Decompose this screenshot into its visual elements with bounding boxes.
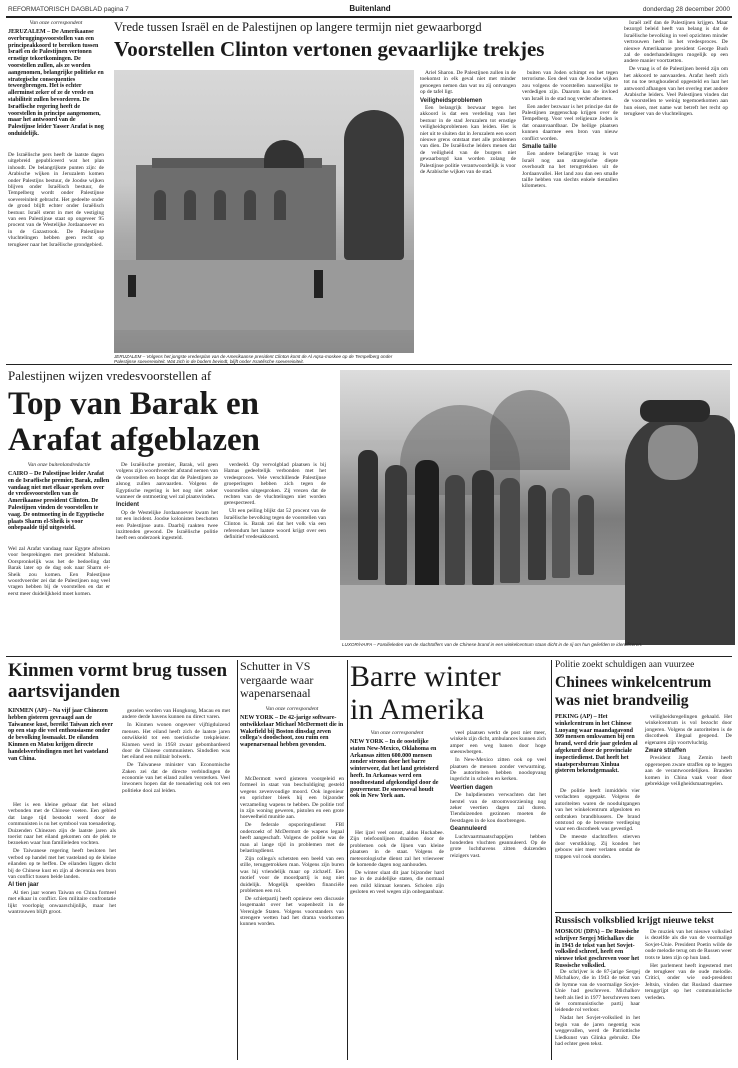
story-china-fire xyxy=(555,660,732,910)
paragraph: De Israëlische premier, Barak, wil geen volgens zijn woordvoerder afstand nemen van de voorstellen en hoopt dat de Palestijnen ze alsnog zullen aanvaarden. Volgens de Egyptische regering is het nog niet zeker wanneer de ontmoeting wel zal plaatsvinden. xyxy=(116,462,218,501)
article-column-3 xyxy=(224,462,326,647)
kicker: Vrede tussen Israël en de Palestijnen op langere termijn niet gewaarborgd xyxy=(114,20,482,34)
headline-line: in Amerika xyxy=(350,693,485,726)
paragraph: De Taiwanese regering heeft besloten het verbod op handel met het vasteland op de kleine eilanden op te heffen. De eilanden liggen dicht bij de Chinese kust en zijn al decennia een bron van conflict tussen beide landen. xyxy=(8,848,116,880)
paragraph: In Kinmen wonen ongeveer vijftigduizend mensen. Het eiland heeft zich de laatste jaren ontwikkeld tot een toeristische trekpleister. Kinmen werd in 1958 zwaar gebombardeerd door de Chinese communisten. Sindsdien was het eiland een militair bolwerk. xyxy=(122,722,230,761)
paragraph: Een belangrijk bezwaar tegen het akkoord is dat een verdeling van het bestuur in de stad Jeruzalem tot ernstige veiligheidsproblemen kan leiden. Het is niet uit te sluiten dat in Jeruzalem een soort nieuwe grens ontstaat met alle problemen van dien. De Israëlische leiders menen dat de veiligheid van de burgers niet gewaarborgd kan worden zolang de Palestijnse politie verantwoordelijk is voor de Arabische wijken van de stad. xyxy=(420,105,516,176)
byline: Van onze correspondent xyxy=(265,706,319,712)
lead-paragraph: MOSKOU (DPA) – De Russische schrijver Sergej Michalkov die in 1943 de tekst van het Sovjet-volkslied schreef, heeft een nieuwe tekst geschreven voor het Russische volkslied. xyxy=(555,929,640,969)
paragraph: McDermott werd gisteren voorgeleid en formeel in staat van beschuldiging gesteld wegens zevenvoudige moord. Ook ingenieur en oprichter bleek hij een bijzonder verzameling wapens te hebben. De politie trof in zijn woning geweren, pistolen en een grote hoeveelheid munitie aan. xyxy=(240,776,344,821)
paragraph: gezelen worden van Hongkong, Macau en met andere derde havens kunnen nu direct varen. xyxy=(122,708,230,721)
paragraph: Een ander bezwaar is het principe dat de Palestijnen zeggenschap krijgen over de Tempelberg. Voor veel religieuze Joden is dat onaanvaardbaar. De heilige plaatsen kunnen daarmee een bron van nieuw conflict worden. xyxy=(522,103,618,142)
subheading: Smalle taille xyxy=(522,143,557,150)
page-header-date: donderdag 28 december 2000 xyxy=(642,6,730,13)
story-shooter xyxy=(240,660,346,1060)
article-column xyxy=(8,802,116,1057)
paragraph: De vraag is of de Palestijnen bereid zijn om het akkoord te aanvaarden. Arafat heeft zich tot nu toe terughoudend opgesteld en laat het antwoord afhangen van het overleg met andere Arabische leiders. Veel Palestijnen vinden dat de voorstellen te weinig tegemoetkomen aan hun eisen, met name wat betreft het recht op terugkeer van de vluchtelingen. xyxy=(624,66,728,118)
story-russian-anthem xyxy=(555,915,732,1063)
article-column-2 xyxy=(645,714,732,906)
story-clinton xyxy=(6,20,732,365)
paragraph: Zijn collega's schetsten een beeld van een stille, teruggetrokken man. Volgens zijn buren was hij vriendelijk maar op zichzelf. Een motief voor de moordpartij is nog niet duidelijk. Mogelijk speelden financiële problemen een rol. xyxy=(240,855,344,894)
paragraph: Israël zelf dan de Palestijnen krijgen. Maar bezorgd beleid heeft van belang is dat de Israëlische bevolking in veel opzichten minder vertrouwen heeft in het vredesproces. De nieuwe Amerikaanse president George Bush zal de onderhandelingen mogelijk op een andere manier voortzetten. xyxy=(624,20,728,65)
paragraph: Op de Westelijke Jordaanoever kwam het tot een incident. Joodse kolonisten beschoten een Palestijnse auto. Daarbij raakten twee inzittenden gewond. De Israëlische politie heeft een onderzoek ingesteld. xyxy=(116,509,218,542)
headline: Schutter in VS vergaarde waar wapenarsenaal xyxy=(240,659,314,700)
kicker: Palestijnen wijzen vredesvoorstellen af xyxy=(8,368,212,383)
paragraph: veel plaatsen werkt de post niet meer, winkels zijn dicht, ambulances kunnen zich amper een weg banen door hoge sneeuwbergen. xyxy=(450,730,546,756)
article-column xyxy=(555,969,640,1061)
subheading: Geannuleerd xyxy=(450,826,487,833)
paragraph: Het parlement heeft ingestemd met de terugkeer van de oude melodie. Critici, onder wie oud-president Jeltsin, vinden dat Rusland daarmee teruggrijpt op het communistische verleden. xyxy=(645,962,732,1001)
headline xyxy=(350,660,546,726)
photo-caption: JERUZALEM – Volgens het jongste vredesplan van de Amerikaanse president Clinton komt de Al Aqsa-moskee op de Tempelberg onder Palestijnse soevereiniteit. Wat zich in de bodem bevindt, blijft onder Israëlische soevereiniteit. xyxy=(114,354,393,365)
paragraph: De meeste slachtoffers stierven door verstikking. Zij konden het gebouw niet meer verlaten omdat de trappen vol rook stonden. xyxy=(555,834,640,860)
article-column-2 xyxy=(116,462,218,647)
headline-line: Arafat afgeblazen xyxy=(8,422,261,458)
subheading: Veiligheidsproblemen xyxy=(420,97,483,104)
paragraph: Een andere belangrijke vraag is wat Israël nog aan strategische diepte overhoudt na het terugtrekken uit de Jordaanvallei. Het land zou dan een smalle taille hebben van slechts enkele tientallen kilometers. xyxy=(522,151,618,190)
paragraph: De hulpdiensten verwachten dat het herstel van de stroomvoorziening nog zeker veertien dagen zal duren. Tienduizenden gezinnen moeten de feestdagen in de kou doorbrengen. xyxy=(450,792,546,824)
headline xyxy=(555,674,732,710)
kicker: Politie zoekt schuldigen aan vuurzee xyxy=(555,660,695,670)
paragraph: verdeeld. Op vervolgblad plaatsen is bij Hamas gedeeltelijk verbonden met het vredesproces. Vele verschillende Palestijnse groeperingen hebben zich tegen de voorstellen uitgesproken. Zij vrezen dat de rechten van de vluchtelingen niet worden gerespecteerd. xyxy=(224,462,326,507)
paragraph: De federale opsporingsdienst FBI onderzoekt of McDermott de wapens legaal heeft aangeschaft. Volgens de politie was de man al lange tijd in problemen met de belastingdienst. xyxy=(240,822,344,854)
paragraph: Al tien jaar wonen Taiwan en China formeel met elkaar in conflict. Een militaire confrontatie lijkt voorlopig onwaarschijnlijk, maar het wantrouwen blijft groot. xyxy=(8,889,116,915)
subheading: Zware straffen xyxy=(645,748,687,755)
article-column-2 xyxy=(450,730,546,1058)
headline: Russisch volksblied krijgt nieuwe tekst xyxy=(555,915,714,926)
photo-queue xyxy=(340,370,730,640)
paragraph: De schietpartij heeft opnieuw een discussie losgemaakt over het wapenbezit in de Verenigde Staten. Volgens voorstanders van strengere wetten had het drama voorkomen kunnen worden. xyxy=(240,895,344,928)
paragraph: De Taiwanese minister van Economische Zaken zei dat de directe verbindingen de economie van het eiland zullen versterken. Veel inwoners hopen dat de toenadering ook tot een politieke dooi zal leiden. xyxy=(122,762,230,794)
article-column xyxy=(350,830,444,1058)
article-column xyxy=(555,788,640,906)
byline: Van onze correspondent xyxy=(29,20,83,26)
subheading: Incident xyxy=(116,502,140,509)
paragraph: De politie heeft inmiddels vier verdachten opgepakt. Volgens de autoriteiten waren de nooduitgangen van het winkelcentrum afgesloten en ontbraken brandblussers. De brand ontstond op de bovenste verdieping waar een discotheek was gevestigd. xyxy=(555,788,640,833)
headline-line: Barre winter xyxy=(350,660,501,693)
lead-paragraph: CAIRO – De Palestijnse leider Arafat en de Israëlische premier, Barak, zullen vandaag niet met elkaar spreken over de vredesvoorstellen van de Amerikaanse president Clinton. De Palestijnen vinden de voorstellen te vaag. De ontmoeting in de Egyptische plaats Sharm el-Sheik is voor onbepaalde tijd uitgesteld. xyxy=(8,471,110,532)
byline: Van onze correspondent xyxy=(370,730,424,736)
byline: Van onze buitenlandredactie xyxy=(27,462,91,468)
article-column-2 xyxy=(420,70,516,355)
paragraph: In New-Mexico zitten ook op veel plaatsen de mensen zonder verwarming. De autoriteiten hebben noodopvang ingericht in scholen en kerken. xyxy=(450,757,546,783)
paragraph: De schrijver is de 87-jarige Sergej Michalkov, die in 1943 de tekst van de hymne van de voormalige Sovjet-Unie had geschreven. Michalkov heeft als lied in 1977 herschreven toen de communistische partij haar leidende rol verloor. xyxy=(555,969,640,1014)
story-winter xyxy=(350,660,548,1060)
paragraph: Uit een peiling blijkt dat 52 procent van de Israëlische bevolking tegen de voorstellen van Clinton is. Barak zei dat het volk via een referendum het laatste woord krijgt over een definitief vredesakkoord. xyxy=(224,508,326,540)
paragraph: President Jiang Zemin heeft opgeroepen zware straffen op te leggen aan de verantwoordelijken. Branden komen in China vaak voor door gebrekkige veiligheidsmaatregelen. xyxy=(645,755,732,788)
lead-paragraph: KINMEN (AP) – Na vijf jaar Chinezen hebben gisteren gevraagd aan de Taiwanese kust, bereikt Taiwan zich over op een stap die veel enthousiasme onder de bevolking losmaakt. De eilanden Kinmen en Matsu krijgen directe handelsverbindingen met het vasteland van China. xyxy=(8,708,113,762)
photo-al-aqsa xyxy=(114,70,414,353)
paragraph: De winter slaat dit jaar bijzonder hard toe in de zuidelijke staten, die normaal een mild klimaat kennen. Scholen zijn gesloten en veel wegen zijn onbegaanbaar. xyxy=(350,869,444,896)
article-column xyxy=(240,776,344,1058)
headline: Voorstellen Clinton vertonen gevaarlijke trekjes xyxy=(114,37,545,61)
article-column-2 xyxy=(122,708,230,1058)
headline-line: Top van Barak en xyxy=(8,386,259,422)
paragraph: Luchtvaartmaatschappijen hebben honderden vluchten geannuleerd. Op de grote luchthavens zitten duizenden reizigers vast. xyxy=(450,833,546,859)
story-barak-arafat xyxy=(6,368,732,653)
subheading: Veertien dagen xyxy=(450,784,493,791)
paragraph: De muziek van het nieuwe volkslied is dezelfde als die van de voormalige Sovjet-Unie. President Poetin wilde de oude melodie terug om de Russen weer trots te laten zijn op hun land. xyxy=(645,929,732,961)
article-column-3 xyxy=(522,70,618,355)
article-column: De Israëlische pers heeft de laatste dagen uitgebreid gepubliceerd wat het plan inhoudt. De belangrijkste punten zijn: de Arabische wijken in Jeruzalem komen onder Palestijns bestuur, de Joodse wijken blijven onder Israëlisch bestuur, de Tempelberg wordt onder Palestijnse soevereiniteit gebracht. Het gedeelte onder de grond blijft echter onder Israëlisch bestuur. Israël stemt in met de vestiging van een Palestijnse staat op ongeveer 95 procent van de Westelijke Jordaanoever en in de Gazastrook. De Palestijnse vluchtelingen hebben geen recht op terugkeer naar het Israëlische grondgebied. xyxy=(8,152,104,248)
paragraph: Het ijzel veel onrust, aldus Huckabee. Zijn telefoonlijnen draaiden door de problemen ook de lijnen van kleine plaatsen in de staat. Volgens de meteorologische dienst zal het vriesweer de komende dagen nog aanhouden. xyxy=(350,830,444,869)
headline: Kinmen vormt brug tussen aartsvijanden xyxy=(8,660,228,702)
article-column-2 xyxy=(645,929,732,1061)
story-kinmen xyxy=(6,660,236,1060)
paragraph: buiten van Joden schimpt en het tegen terrorisme. Een deel van de Joodse wijken zou volgens de voorstellen nauwelijks te verdedigen zijn. Daarom kan de invloed van Israël in de stad nog verder afnemen. xyxy=(522,70,618,102)
lead-paragraph: PEKING (AP) – Het winkelcentrum in het Chinese Luoyang waar maandagavond 309 mensen omkwamen bij een brand, werd drie jaar geleden al afgekeurd door de provinciale inspectiedienst. Dat heeft het staatspersbureau Xinhua gisteren bekendgemaakt. xyxy=(555,714,638,775)
paragraph: veiligheidsregelingen gehaald. Het winkelcentrum is vol bezocht door jongeren. Volgens de autoriteiten is de discotheek illegaal geopend. De eigenaren zijn voortvluchtig. xyxy=(645,714,732,746)
headline-line: was niet brandveilig xyxy=(555,692,689,709)
article-column-4 xyxy=(624,20,728,355)
headline-line: Chinees winkelcentrum xyxy=(555,674,712,691)
subheading: Al tien jaar xyxy=(8,882,39,889)
lead-paragraph: NEW YORK – In de oostelijke staten New-Mexico, Oklahoma en Arkansas zitten 600.000 mensen zonder stroom door het barre winterweer, dat het land geteisterd heeft. In Arkansas werd een noodtoestand afgekondigd door de gouverneur. De sneeuwval houdt ook in New York aan. xyxy=(350,739,439,800)
lead-paragraph: NEW YORK – De 42-jarige software-ontwikkelaar Michael McDermott die in Wakefield bij Boston dinsdag zeven collega's doodschoot, zou ruim een wapenarsenaal hebben gevonden. xyxy=(240,715,344,749)
section-title: Buitenland xyxy=(349,4,391,13)
photo-caption: LUXOR/HAIFA – Familieleden van de slachtoffers van de Chinese brand in een winkelcentrum staan dicht in de rij om hun geliefden te identificeren. xyxy=(342,642,643,647)
paragraph: Nadat het Sovjet-volkslied in het begin van de jaren negentig was weggevallen, werd de Patriottische Liedkunst van Glinka gebruikt. Die had echter geen tekst. xyxy=(555,1015,640,1047)
headline xyxy=(8,386,338,458)
article-column: Wel zal Arafat vandaag naar Egypte afreizen voor besprekingen met president Mubarak. Oorspronkelijk was het de bedoeling dat Barak later op de dag ook naar Sharm el-Sheik zou komen. Een Palestijnse woordvoerder zei dat de Palestijnen nog veel vragen hebben bij de voorstellen en dat er eerst meer duidelijkheid moet komen. xyxy=(8,546,110,597)
paragraph: Het is een kleine gebaar dat het eiland verbonden met de Chinese voeten. Een gebied dat lange tijd bestookt werd door de communisten is nu het symbool van toenadering. Duizenden Chinezen zijn de laatste jaren als toerist naar het eiland gekomen om de plek te bezoeken waar hun familieleden vochten. xyxy=(8,802,116,847)
lead-paragraph: JERUZALEM – De Amerikaanse overbruggingsvoorstellen van een principeakkoord te bereiken tussen Israël en de Palestijnen vertonen ernstige tekortkomingen. De voorstellen zullen, als ze worden aangenomen, belangrijke politieke en strategische consequenties teweegbrengen. Het is echter allerminst zeker of ze de vrede en stabiliteit zullen bevorderen. De Israëlische regering heeft de voorstellen in principe aangenomen, maar het antwoord van de Palestijnse leider Yasser Arafat is nog onduidelijk. xyxy=(8,29,104,137)
page-header-left: REFORMATORISCH DAGBLAD pagina 7 xyxy=(8,6,129,13)
paragraph: Ariel Sharon. De Palestijnen zullen in de toekomst in elk geval niet met minder genoegen nemen dan wat nu zij ontvangen op de tafel ligt. xyxy=(420,70,516,96)
